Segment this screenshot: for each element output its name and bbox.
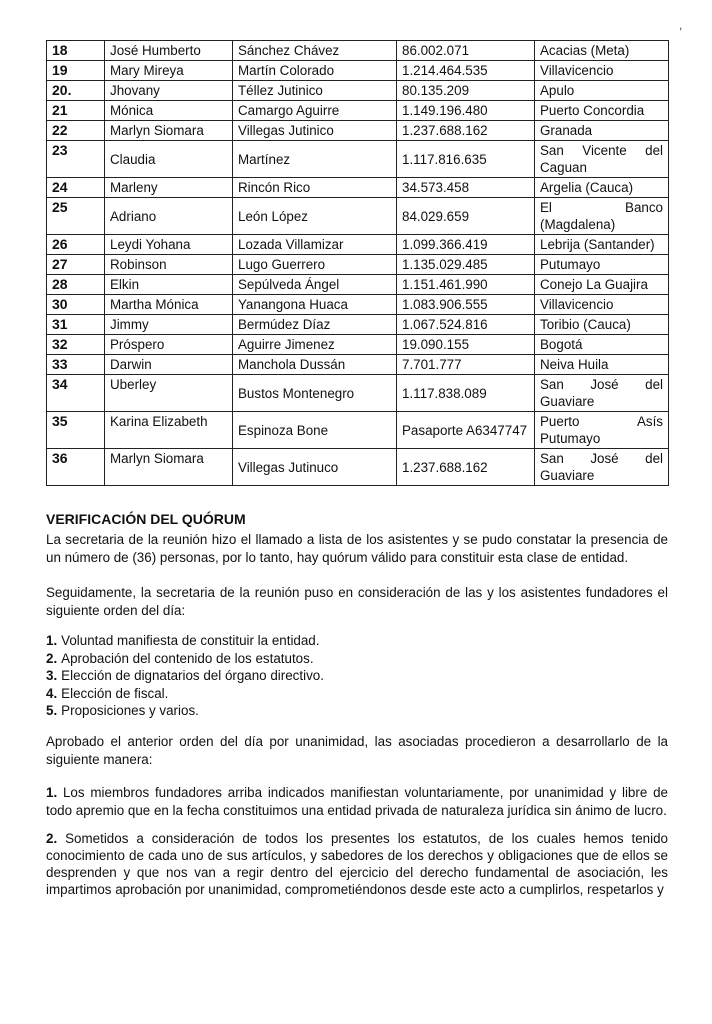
city-cell: Apulo	[535, 81, 669, 101]
last-name-cell: Yanangona Huaca	[233, 295, 397, 315]
row-number-cell: 35	[47, 412, 105, 449]
id-number-cell: 1.135.029.485	[397, 255, 535, 275]
last-name-cell: Rincón Rico	[233, 178, 397, 198]
last-name-cell: Villegas Jutinico	[233, 121, 397, 141]
row-number-cell: 36	[47, 449, 105, 486]
first-name-cell: Jhovany	[105, 81, 233, 101]
row-number-cell: 19	[47, 61, 105, 81]
agenda-item: 3. Elección de dignatarios del órgano directivo.	[46, 668, 324, 683]
table-row	[47, 275, 669, 295]
id-number-cell: 34.573.458	[397, 178, 535, 198]
last-name-cell: Espinoza Bone	[233, 412, 397, 449]
city-cell: Villavicencio	[535, 61, 669, 81]
row-number-cell: 30	[47, 295, 105, 315]
last-name-cell: Lozada Villamizar	[233, 235, 397, 255]
city-cell: El Banco (Magdalena)	[535, 198, 669, 235]
point-1-paragraph	[46, 784, 668, 820]
agenda-item: 1. Voluntad manifiesta de constituir la entidad.	[46, 633, 320, 648]
city-cell: Putumayo	[535, 255, 669, 275]
id-number-cell: 1.214.464.535	[397, 61, 535, 81]
first-name-cell: Darwin	[105, 355, 233, 375]
city-cell: Puerto Concordia	[535, 101, 669, 121]
first-name-cell: Adriano	[105, 198, 233, 235]
id-number-cell: 1.117.816.635	[397, 141, 535, 178]
scan-speck: ,	[679, 18, 683, 32]
agenda-item: 2. Aprobación del contenido de los estatutos.	[46, 650, 314, 666]
quorum-heading: VERIFICACIÓN DEL QUÓRUM	[46, 511, 246, 527]
table-row	[47, 198, 669, 235]
last-name-cell: Bustos Montenegro	[233, 375, 397, 412]
id-number-cell: 19.090.155	[397, 335, 535, 355]
last-name-cell: Martín Colorado	[233, 61, 397, 81]
first-name-cell: Martha Mónica	[105, 295, 233, 315]
city-cell: San José del Guaviare	[535, 375, 669, 412]
first-name-cell: Claudia	[105, 141, 233, 178]
table-row	[47, 412, 669, 449]
table-row	[47, 101, 669, 121]
row-number-cell: 22	[47, 121, 105, 141]
first-name-cell: Uberley	[105, 375, 233, 412]
first-name-cell: Jimmy	[105, 315, 233, 335]
last-name-cell: Camargo Aguirre	[233, 101, 397, 121]
city-cell: Argelia (Cauca)	[535, 178, 669, 198]
agenda-list	[46, 632, 668, 720]
last-name-cell: Aguirre Jimenez	[233, 335, 397, 355]
first-name-cell: Leydi Yohana	[105, 235, 233, 255]
table-row	[47, 315, 669, 335]
table-row	[47, 141, 669, 178]
table-row	[47, 41, 669, 61]
table-row	[47, 81, 669, 101]
row-number-cell: 32	[47, 335, 105, 355]
id-number-cell: 1.117.838.089	[397, 375, 535, 412]
city-cell: Puerto Asís Putumayo	[535, 412, 669, 449]
row-number-cell: 21	[47, 101, 105, 121]
row-number-cell: 33	[47, 355, 105, 375]
row-number-cell: 24	[47, 178, 105, 198]
first-name-cell: José Humberto	[105, 41, 233, 61]
table-row	[47, 449, 669, 486]
id-number-cell: 1.149.196.480	[397, 101, 535, 121]
approval-paragraph: Aprobado el anterior orden del día por unanimidad, las asociadas procedieron a desarrollarlo de la siguiente manera:	[46, 734, 668, 767]
agenda-item: 4. Elección de fiscal.	[46, 685, 169, 701]
first-name-cell: Marleny	[105, 178, 233, 198]
quorum-paragraph: La secretaria de la reunión hizo el llamado a lista de los asistentes y se pudo constatar la presencia de un número de (36) personas, por lo tanto, hay quórum válido para constituir esta clase de entidad.	[46, 532, 668, 565]
id-number-cell: 1.151.461.990	[397, 275, 535, 295]
id-number-cell: 86.002.071	[397, 41, 535, 61]
id-number-cell: 7.701.777	[397, 355, 535, 375]
id-number-cell: Pasaporte A6347747	[397, 412, 535, 449]
first-name-cell: Marlyn Siomara	[105, 449, 233, 486]
id-number-cell: 1.067.524.816	[397, 315, 535, 335]
last-name-cell: Manchola Dussán	[233, 355, 397, 375]
point-2-text: Sometidos a consideración de todos los presentes los estatutos, de los cuales hemos tenido conocimiento de cada uno de sus artículos, y sabedores de los derechos y obligaciones que de ellos se desprenden y que nos van a regir dentro del ejercicio del derecho fundamental de asociación, les impartimos aprobación por unanimidad, comprometiéndonos desde este acto a cumplirlos, respetarlos y	[46, 831, 668, 897]
last-name-cell: Lugo Guerrero	[233, 255, 397, 275]
table-row	[47, 375, 669, 412]
city-cell: Acacias (Meta)	[535, 41, 669, 61]
first-name-cell: Mónica	[105, 101, 233, 121]
id-number-cell: 84.029.659	[397, 198, 535, 235]
row-number-cell: 18	[47, 41, 105, 61]
first-name-cell: Próspero	[105, 335, 233, 355]
row-number-cell: 27	[47, 255, 105, 275]
city-cell: Granada	[535, 121, 669, 141]
last-name-cell: Sánchez Chávez	[233, 41, 397, 61]
row-number-cell: 34	[47, 375, 105, 412]
table-row	[47, 121, 669, 141]
last-name-cell: Sepúlveda Ángel	[233, 275, 397, 295]
city-cell: San Vicente del Caguan	[535, 141, 669, 178]
table-row	[47, 178, 669, 198]
intro-paragraph: Seguidamente, la secretaria de la reunión puso en consideración de las y los asistentes fundadores el siguiente orden del día:	[46, 585, 668, 618]
table-row	[47, 61, 669, 81]
last-name-cell: León López	[233, 198, 397, 235]
row-number-cell: 20.	[47, 81, 105, 101]
point-1-number: 1.	[46, 785, 58, 800]
city-cell: Neiva Huila	[535, 355, 669, 375]
row-number-cell: 23	[47, 141, 105, 178]
city-cell: San José del Guaviare	[535, 449, 669, 486]
last-name-cell: Villegas Jutinuco	[233, 449, 397, 486]
members-table	[46, 40, 669, 486]
id-number-cell: 1.083.906.555	[397, 295, 535, 315]
id-number-cell: 1.237.688.162	[397, 121, 535, 141]
first-name-cell: Robinson	[105, 255, 233, 275]
table-row	[47, 255, 669, 275]
last-name-cell: Martínez	[233, 141, 397, 178]
point-2-paragraph	[46, 830, 668, 898]
id-number-cell: 1.237.688.162	[397, 449, 535, 486]
last-name-cell: Téllez Jutinico	[233, 81, 397, 101]
table-row	[47, 235, 669, 255]
row-number-cell: 28	[47, 275, 105, 295]
first-name-cell: Marlyn Siomara	[105, 121, 233, 141]
first-name-cell: Karina Elizabeth	[105, 412, 233, 449]
row-number-cell: 25	[47, 198, 105, 235]
city-cell: Bogotá	[535, 335, 669, 355]
id-number-cell: 80.135.209	[397, 81, 535, 101]
first-name-cell: Elkin	[105, 275, 233, 295]
city-cell: Toribio (Cauca)	[535, 315, 669, 335]
agenda-item: 5. Proposiciones y varios.	[46, 703, 199, 718]
point-2-number: 2.	[46, 831, 58, 846]
first-name-cell: Mary Mireya	[105, 61, 233, 81]
city-cell: Villavicencio	[535, 295, 669, 315]
city-cell: Lebrija (Santander)	[535, 235, 669, 255]
last-name-cell: Bermúdez Díaz	[233, 315, 397, 335]
city-cell: Conejo La Guajira	[535, 275, 669, 295]
id-number-cell: 1.099.366.419	[397, 235, 535, 255]
row-number-cell: 26	[47, 235, 105, 255]
row-number-cell: 31	[47, 315, 105, 335]
table-row	[47, 335, 669, 355]
table-row	[47, 355, 669, 375]
table-row	[47, 295, 669, 315]
point-1-text: Los miembros fundadores arriba indicados manifiestan voluntariamente, por unanimidad y libre de todo apremio que en la fecha constituimos una entidad privada de naturaleza jurídica sin ánimo de lucro.	[46, 785, 668, 818]
